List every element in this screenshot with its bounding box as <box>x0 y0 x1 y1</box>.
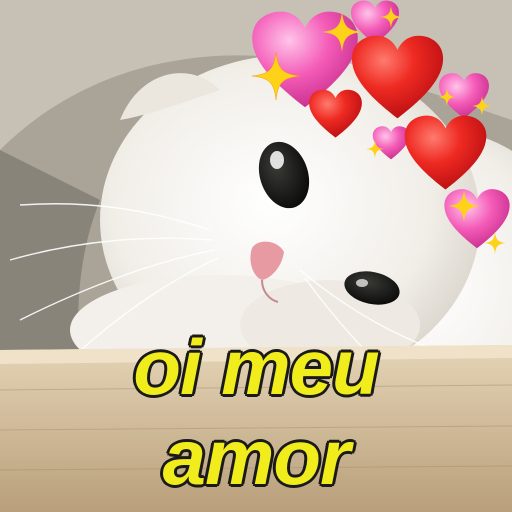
caption-line-1: oi meu <box>133 323 379 411</box>
caption-line-2: amor <box>162 413 350 501</box>
